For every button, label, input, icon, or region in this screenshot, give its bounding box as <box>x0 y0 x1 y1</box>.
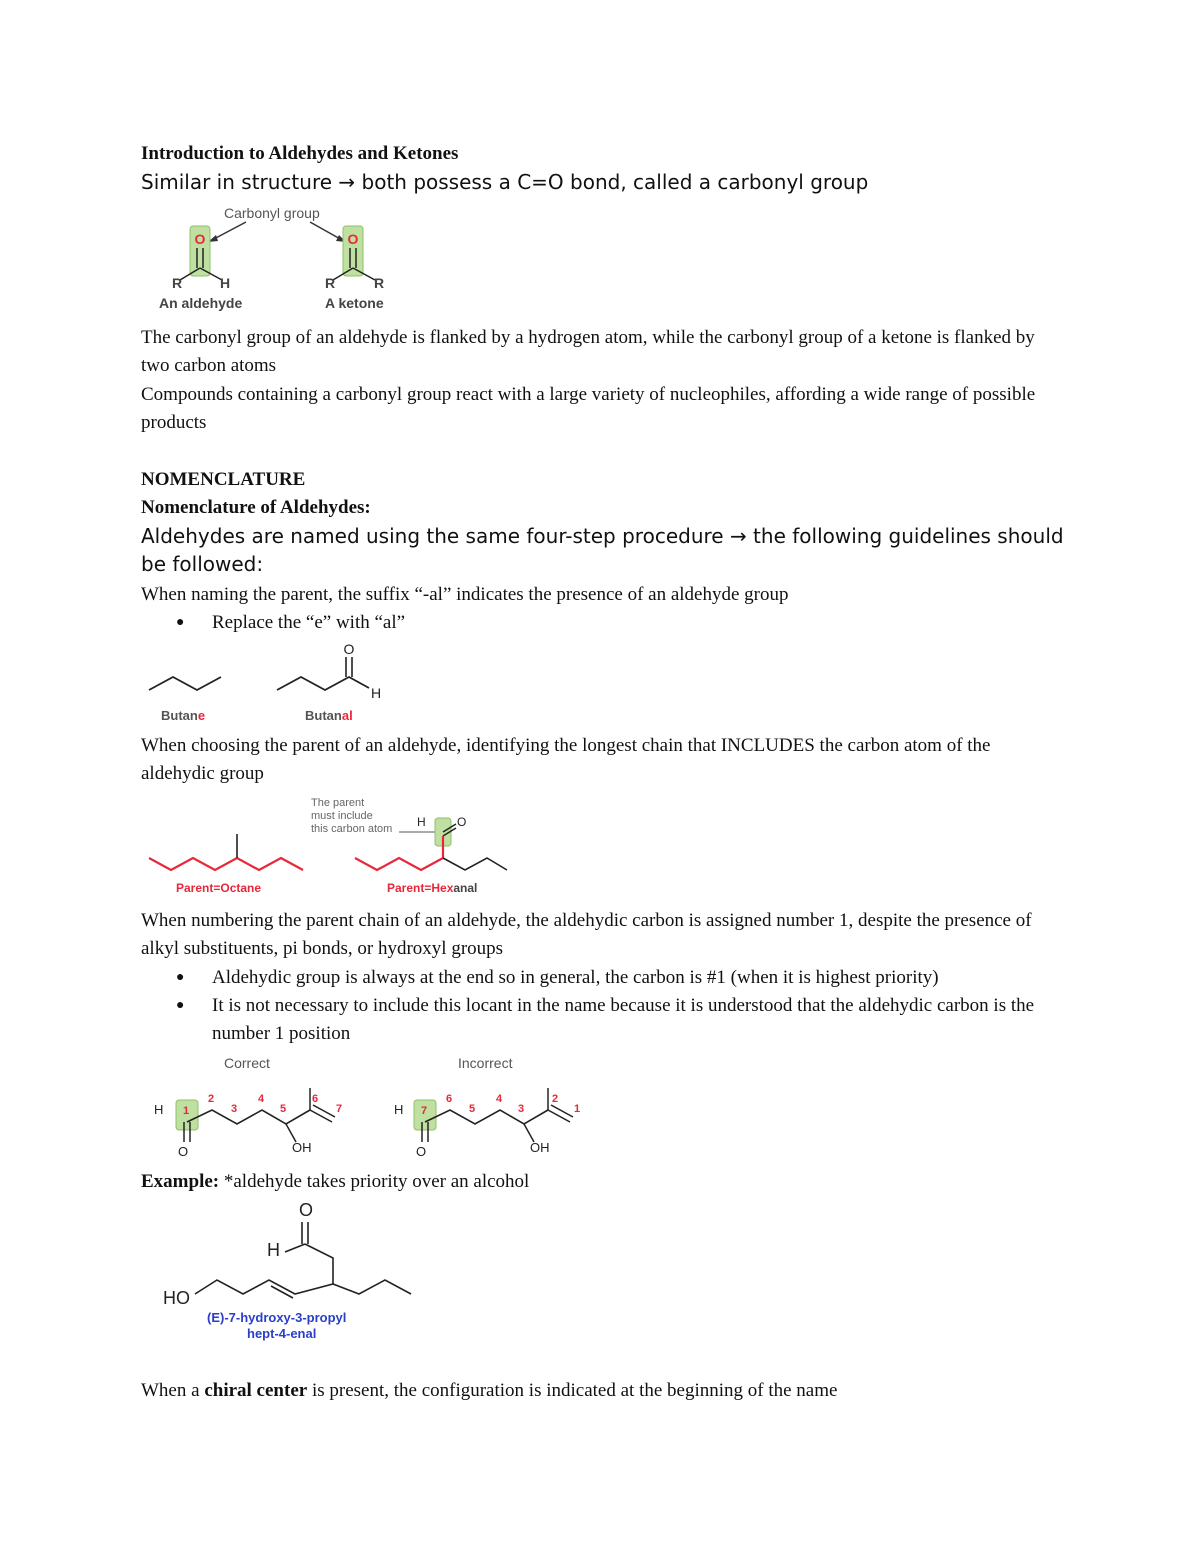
svg-text:O: O <box>347 231 359 247</box>
nomenclature-heading: NOMENCLATURE <box>141 469 306 490</box>
carbonyl-group-label: Carbonyl group <box>224 205 320 221</box>
svg-text:O: O <box>416 1144 427 1159</box>
svg-text:O: O <box>343 641 355 657</box>
svg-text:6: 6 <box>446 1093 453 1105</box>
carbonyl-group-figure <box>150 200 410 318</box>
svg-text:The parent: The parent <box>311 797 365 809</box>
incorrect-label: Incorrect <box>458 1055 513 1071</box>
svg-text:1: 1 <box>183 1105 190 1117</box>
rule-suffix-al: When naming the parent, the suffix “-al” indicates the presence of an aldehyde group <box>141 584 789 605</box>
example-text: *aldehyde takes priority over an alcohol <box>219 1171 530 1192</box>
svg-text:H: H <box>371 685 382 701</box>
nucleophile-paragraph: Compounds containing a carbonyl group react with a large variety of nucleophiles, affording a wide range of possible products <box>141 384 1036 433</box>
svg-text:HO: HO <box>163 1288 190 1308</box>
svg-text:2: 2 <box>552 1093 559 1105</box>
bullet-icon: ● <box>176 970 185 985</box>
rule-numbering: When numbering the parent chain of an aldehyde, the aldehydic carbon is assigned number 1, despite the presence of alkyl substituents, pi bonds, or hydroxyl groups <box>141 910 1032 959</box>
example-name-line1: (E)-7-hydroxy-3-propyl <box>207 1310 347 1325</box>
svg-text:3: 3 <box>518 1103 525 1115</box>
octane-label: Parent=Octane <box>176 881 262 895</box>
butane-label: Butane <box>161 708 206 723</box>
svg-text:7: 7 <box>336 1103 343 1115</box>
aldehyde-nomenclature-subheading: Nomenclature of Aldehydes: <box>141 497 371 518</box>
svg-text:4: 4 <box>496 1093 503 1105</box>
svg-text:O: O <box>178 1144 189 1159</box>
example-name-line2: hept-4-enal <box>247 1326 317 1341</box>
svg-text:OH: OH <box>530 1140 550 1155</box>
bullet-icon: ● <box>176 998 185 1013</box>
example-molecule-figure <box>155 1196 445 1346</box>
svg-text:H: H <box>267 1240 280 1260</box>
numbering-bullet-2: It is not necessary to include this locant in the name because it is understood that the aldehydic carbon is the number 1 position <box>212 995 1035 1044</box>
svg-text:O: O <box>298 1200 314 1220</box>
aldehyde-label: An aldehyde <box>159 295 243 311</box>
rule-longest-chain: When choosing the parent of an aldehyde, identifying the longest chain that INCLUDES the carbon atom of the aldehydic group <box>141 735 991 784</box>
carbonyl-flank-paragraph: The carbonyl group of an aldehyde is flanked by a hydrogen atom, while the carbonyl group of a ketone is flanked by two carbon atoms <box>141 327 1035 376</box>
svg-text:must include: must include <box>311 810 373 822</box>
chiral-bold: chiral center <box>204 1380 308 1401</box>
example-label: Example: <box>141 1171 220 1192</box>
svg-text:4: 4 <box>258 1093 265 1105</box>
svg-text:5: 5 <box>280 1103 287 1115</box>
svg-text:R: R <box>325 275 336 291</box>
example-line <box>141 1168 529 1196</box>
svg-text:2: 2 <box>208 1093 215 1105</box>
svg-text:1: 1 <box>574 1103 581 1115</box>
parent-chain-figure <box>145 792 525 902</box>
svg-text:R: R <box>374 275 385 291</box>
svg-text:H: H <box>417 815 426 829</box>
chiral-pre: When a <box>141 1380 205 1401</box>
chiral-center-line <box>141 1377 837 1405</box>
svg-text:3: 3 <box>231 1103 238 1115</box>
svg-text:R: R <box>172 275 183 291</box>
svg-text:5: 5 <box>469 1103 476 1115</box>
svg-text:6: 6 <box>312 1093 319 1105</box>
hexanal-label: Parent=Hexanal <box>387 881 478 895</box>
intro-subtitle: Similar in structure → both possess a C=O bond, called a carbonyl group <box>141 170 869 194</box>
svg-text:H: H <box>220 275 231 291</box>
svg-text:H: H <box>154 1102 164 1117</box>
butane-butanal-figure <box>145 640 405 726</box>
bullet-icon: ● <box>176 615 185 630</box>
rule-suffix-bullet: Replace the “e” with “al” <box>212 612 406 633</box>
numbering-bullet-1: Aldehydic group is always at the end so in general, the carbon is #1 (when it is highest priority) <box>212 967 939 988</box>
svg-text:this carbon atom: this carbon atom <box>311 823 393 835</box>
svg-text:H: H <box>394 1102 404 1117</box>
correct-label: Correct <box>224 1055 270 1071</box>
svg-text:7: 7 <box>421 1105 428 1117</box>
nomenclature-intro: Aldehydes are named using the same four-step procedure → the following guidelines should be followed: <box>141 524 1064 576</box>
svg-text:OH: OH <box>292 1140 312 1155</box>
chiral-post: is present, the configuration is indicated at the beginning of the name <box>307 1380 838 1401</box>
numbering-figure <box>150 1050 600 1165</box>
butanal-label: Butanal <box>305 708 353 723</box>
page-title: Introduction to Aldehydes and Ketones <box>141 143 459 164</box>
svg-text:O: O <box>457 815 467 829</box>
svg-text:O: O <box>194 231 206 247</box>
ketone-label: A ketone <box>325 295 384 311</box>
